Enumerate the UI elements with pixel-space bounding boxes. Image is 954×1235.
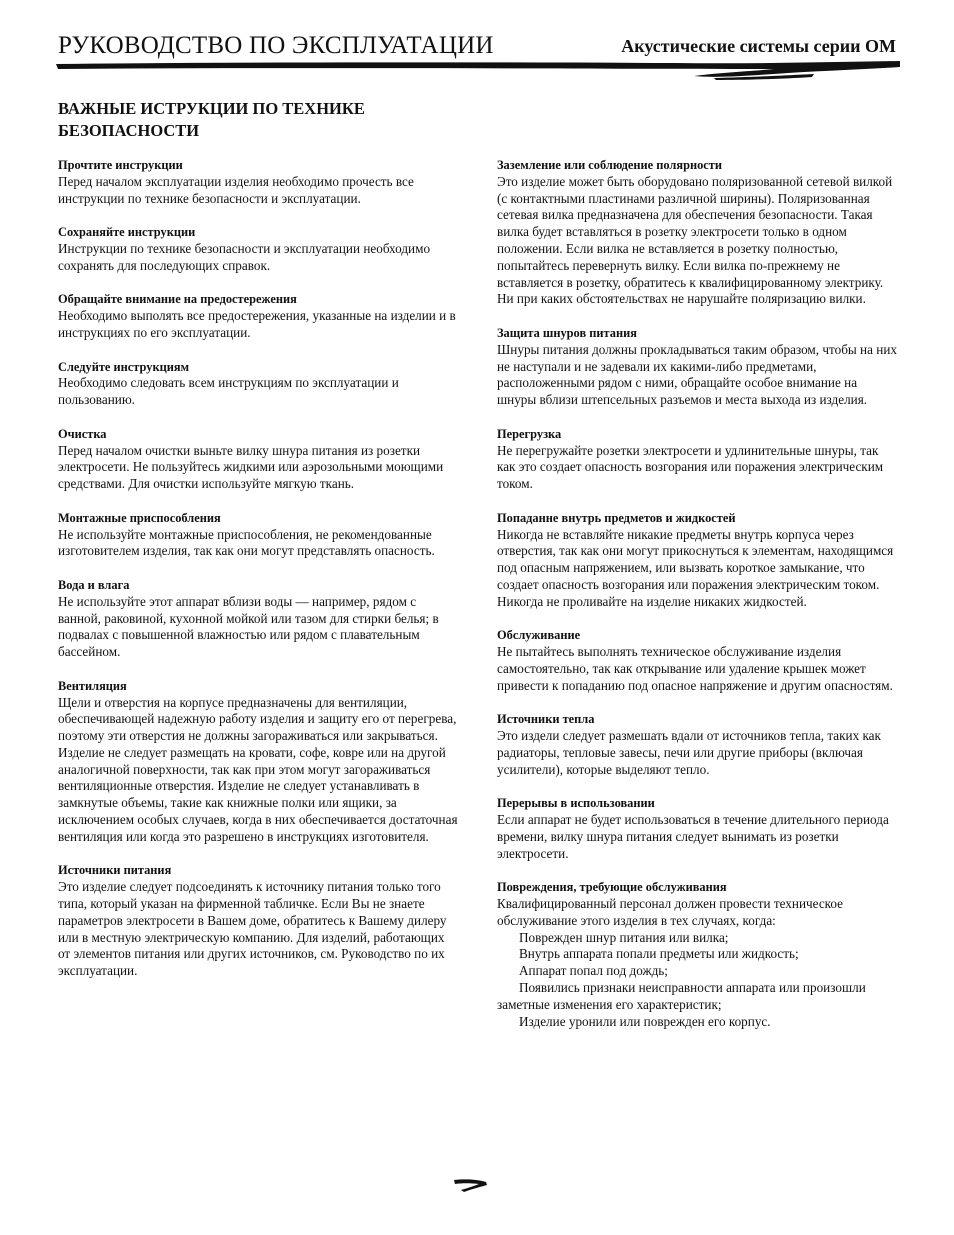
section-follow-instructions	[58, 359, 458, 409]
section-title: Повреждения, требующие обслуживания	[497, 880, 727, 895]
right-column	[497, 157, 897, 1047]
section-water-moisture	[58, 577, 458, 661]
service-condition-item: Изделие уронили или поврежден его корпус.	[519, 1013, 771, 1029]
section-title: Попаданне внутрь предметов и жидкостей	[497, 510, 736, 525]
section-title: Перерывы в использовании	[497, 796, 655, 811]
section-text: Необходимо выполять все предостережения, указанные на изделии и в инструкциях по его эксплуатации.	[58, 308, 456, 340]
section-title: Перегрузка	[497, 426, 562, 441]
section-attachments	[58, 510, 458, 560]
section-text: Никогда не вставляйте никакие предметы внутрь корпуса через отверстия, так как они могут прикоснуться к элементам, находящимся под опасным напряжением, или вызвать короткое замыкание, что создает опасность возгорания или поражения электрическим током. Никогда не проливайте на изделие никаких жидкостей.	[497, 526, 894, 609]
section-text: Инструкции по технике безопасности и эксплуатации необходимо сохранять для последующих справок.	[58, 240, 431, 273]
section-title: Вентиляция	[58, 678, 127, 693]
safety-heading-line-1: ВАЖНЫЕ ИСТРУКЦИИ ПО ТЕХНИКЕ	[58, 99, 365, 118]
section-power-sources	[58, 862, 458, 980]
section-ventilation	[58, 678, 458, 846]
section-title: Следуйте инструкциям	[58, 359, 190, 374]
product-series-title: Акустические системы серии OM	[621, 36, 896, 56]
section-keep-instructions	[58, 224, 458, 274]
section-title: Прочтите инструкции	[58, 158, 183, 172]
section-text: Квалифицированный персонал должен провести техническое обслуживание этого изделия в тех случаях, когда:	[497, 896, 844, 928]
section-cleaning	[58, 426, 458, 493]
left-column	[58, 157, 458, 997]
header-brush-rule	[54, 58, 902, 82]
section-text: Не используйте монтажные приспособления, не рекомендованные изготовителем изделия, так как они могут представлять опасность.	[58, 526, 435, 559]
section-heat-sources	[497, 711, 897, 778]
section-servicing	[497, 627, 897, 694]
section-text: Не перегружайте розетки электросети и удлинительные шнуры, так как это создает опасность возгорания или поражения электрическим током.	[497, 442, 884, 492]
section-damage-requiring-service	[497, 879, 897, 1030]
section-text: Это изделие следует подсоединять к источнику питания только того типа, который указан на фирменной табличке. Если Вы не знаете параметров электросети в Вашем доме, обратитесь к Вашему дилеру или в местную электрическую компанию. Для изделий, работающих от элементов питания или других источников, см. Руководство по их эксплуатации.	[58, 879, 447, 979]
section-text: Если аппарат не будет использоваться в течение длительного периода времени, вилку шнура питания следует вынимать из розетки электросети.	[497, 812, 889, 861]
section-title: Обращайте внимание на предостережения	[58, 292, 297, 307]
section-title: Монтажные приспособления	[58, 510, 221, 525]
section-title: Вода и влага	[58, 577, 130, 592]
section-text: Это изделие может быть оборудовано поляризованной сетевой вилкой (с контактными пластинами различной ширины). Поляризованная сетевая вилка предназначена для обеспечения безопасности. Такая вилка будет вставляться в розетку электросети только в одном положении. Если вилка не вставляется в розетку полностью, попытайтесь перевернуть вилку. Если вилка по-прежнему не вставляется в розетку, обратитесь к квалифицированному электрику. Ни при каких обстоятельствах не нарушайте поляризацию вилки.	[497, 173, 893, 307]
section-text: Не используйте этот аппарат вблизи воды — например, рядом с ванной, раковиной, кухонной мойкой или тазом для стирки белья; в подвалах с повышенной влажностью или рядом с плавательным бассейном.	[58, 593, 439, 660]
service-condition-item: Аппарат попал под дождь;	[519, 963, 668, 979]
section-text: Шнуры питания должны прокладываться таким образом, чтобы на них не наступали и не задевали их какими-либо предметами, расположенными рядом с ними, обращайте особое внимание на шнуры вблизи штепсельных разъемов и места выхода из изделия.	[497, 341, 897, 408]
section-title: Источники тепла	[497, 712, 595, 727]
section-text: Перед началом очистки выньте вилку шнура питания из розетки электросети. Не пользуйтесь жидкими или аэрозольными моющими средствами. Для очистки используйте мягкую ткань.	[58, 442, 444, 492]
section-grounding-polarization	[497, 157, 897, 308]
service-condition-item: Внутрь аппарата попали предметы или жидкость;	[519, 946, 799, 962]
section-text: Перед началом эксплуатации изделия необходимо прочесть все инструкции по технике безопасности и эксплуатации.	[58, 173, 414, 206]
section-heed-warnings	[58, 291, 458, 341]
section-text: Щели и отверстия на корпусе предназначены для вентиляции, обеспечивающей надежную работу изделия и защиту его от перегрева, поэтому эти отверстия не должны загораживаться или закрываться. Изделие не следует размещать на кровати, софе, ковре или на другой аналогичной поверхности, так как при этом могут загораживаться вентиляционные отверстия. Изделие не следует устанавливать в замкнутые объемы, такие как книжные полки или ящики, за исключением особых случаев, когда в них обеспечивается достаточная вентиляция или когда это разрешено в инструкциях изготовителя.	[58, 694, 458, 844]
section-power-cord-protection	[497, 325, 897, 409]
section-text: Не пытайтесь выполнять техническое обслуживание изделия самостоятельно, так как открывание или удаление крышек может привести к попаданию под опасное напряжение и другим опасностям.	[497, 644, 893, 693]
service-condition-item: Поврежден шнур питания или вилка;	[519, 929, 729, 945]
safety-heading-line-2: БЕЗОПАСНОСТИ	[58, 121, 200, 140]
service-condition-item: Появились признаки неисправности аппарата или произошли заметные изменения его характеристик;	[497, 980, 866, 1012]
section-nonuse-periods	[497, 795, 897, 862]
section-object-liquid-entry	[497, 510, 897, 611]
section-title: Источники питания	[58, 863, 172, 878]
section-title: Обслуживание	[497, 628, 581, 643]
section-text: Это издели следует размешать вдали от источников тепла, таких как радиаторы, тепловые завесы, печи или другие приборы (включая усилители), которые выделяют тепло.	[497, 728, 881, 777]
section-title: Сохраняйте инструкции	[58, 225, 196, 240]
section-title: Защита шнуров питания	[497, 325, 637, 340]
section-title: Заземление или соблюдение полярности	[497, 158, 723, 172]
section-read-instructions	[58, 157, 458, 207]
safety-heading	[58, 98, 458, 142]
section-text: Необходимо следовать всем инструкциям по эксплуатации и пользованию.	[58, 375, 399, 408]
section-title: Очистка	[58, 426, 107, 441]
page-number-seven-glyph	[452, 1176, 490, 1194]
manual-title: РУКОВОДСТВО ПО ЭКСПЛУАТАЦИИ	[58, 32, 494, 59]
section-overloading	[497, 426, 897, 493]
